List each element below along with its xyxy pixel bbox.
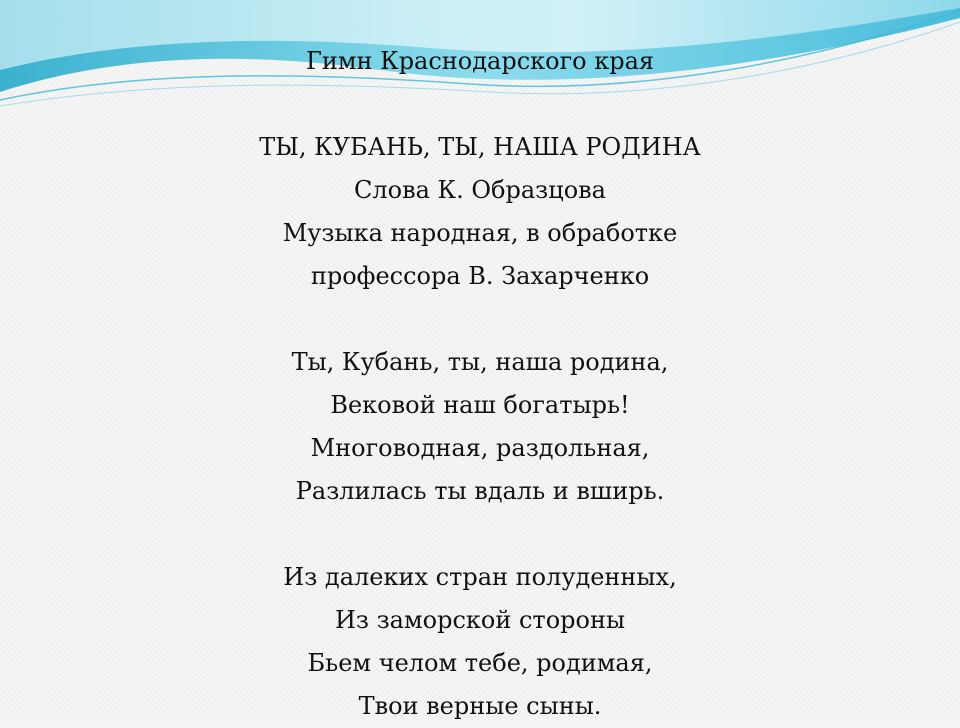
credit-line: Слова К. Образцова [354,176,606,204]
verse-line: Многоводная, раздольная, [310,434,650,462]
verse-line: Вековой наш богатырь! [330,391,630,419]
spacer [0,298,960,341]
credit-line: Музыка народная, в обработке [282,219,678,247]
verse-line: Из далеких стран полуденных, [283,563,677,591]
verse-line: Твои верные сыны. [358,692,602,720]
verse-line: Ты, Кубань, ты, наша родина, [291,348,669,376]
credit-line: профессора В. Захарченко [310,262,650,290]
verse-line: Из заморской стороны [334,606,626,634]
spacer [0,83,960,126]
song-title: ТЫ, КУБАНЬ, ТЫ, НАША РОДИНА [259,133,701,161]
spacer [0,513,960,556]
slide-header: Гимн Краснодарского края [305,47,655,75]
verse-line: Бьем челом тебе, родимая, [307,649,653,677]
verse-line: Разлилась ты вдаль и вширь. [295,477,665,505]
lyrics-text-block [0,40,960,728]
